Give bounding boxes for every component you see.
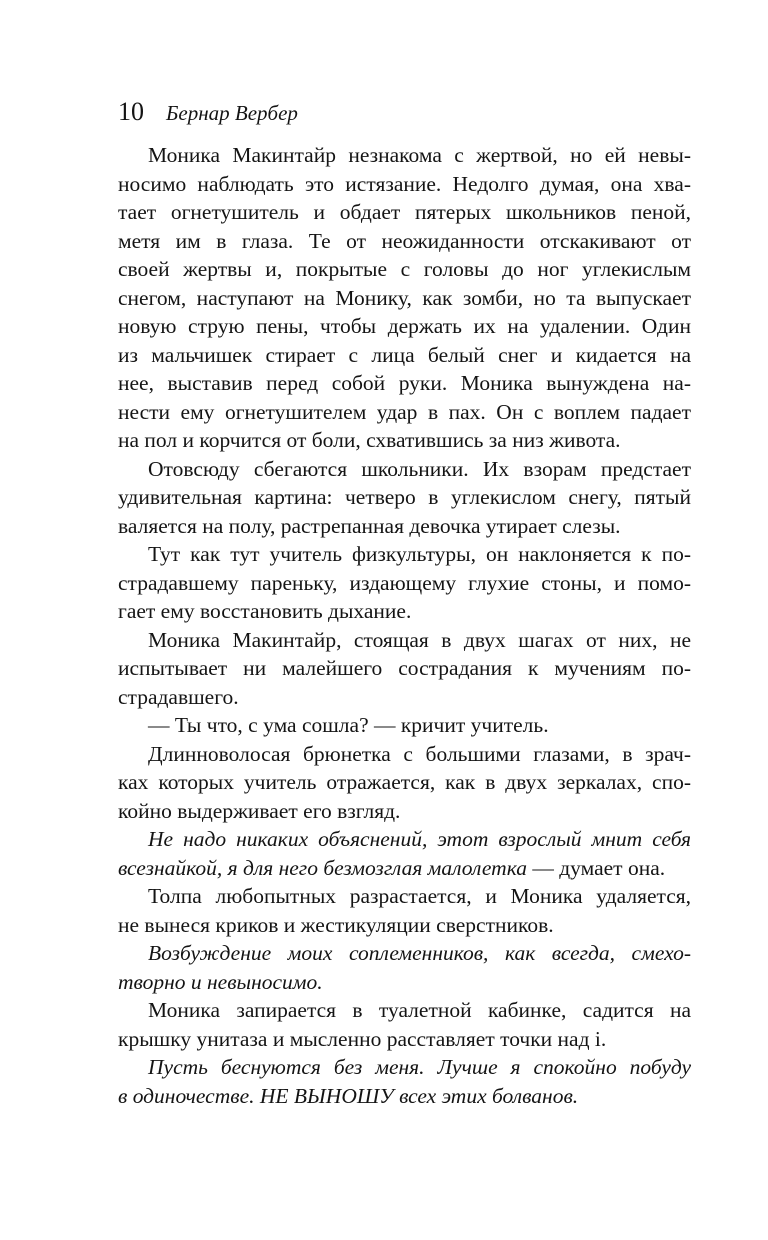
text-line: валяется на полу, растрепанная девочка утирает слезы. (118, 513, 621, 538)
text-line-mixed (118, 854, 691, 883)
text-line: Длинноволосая брюнетка с большими глазами, в зрач- (148, 741, 691, 766)
text-line: нее, выставив перед собой руки. Моника вынуждена на- (118, 371, 691, 395)
text-line: не вынеся криков и жестикуляции сверстников. (118, 912, 554, 937)
text-line: Тут как тут учитель физкультуры, он наклоняется к по- (148, 542, 691, 566)
text-line: новую струю пены, чтобы держать их на удалении. Один (118, 314, 691, 338)
text-line: из мальчишек стирает с лица белый снег и кидается на (118, 342, 691, 367)
text-line-italic: творно и невыносимо. (118, 969, 323, 994)
text-line: страдавшего. (118, 684, 239, 709)
text-line-italic: в одиночестве. НЕ ВЫНОШУ всех этих болванов. (118, 1083, 579, 1108)
text-line: койно выдерживает его взгляд. (118, 798, 401, 823)
text-line: Моника Макинтайр, стоящая в двух шагах от них, не (148, 627, 691, 652)
text-line: Моника запирается в туалетной кабинке, садится на (148, 998, 691, 1022)
text-line: носимо наблюдать это истязание. Недолго думая, она хва- (118, 171, 691, 196)
text-line: Толпа любопытных разрастается, и Моника удаляется, (148, 884, 691, 908)
text-line: гает ему восстановить дыхание. (118, 599, 412, 623)
text-line: испытывает ни малейшего сострадания к мучениям по- (118, 656, 691, 680)
plain-fragment: — думает она. (526, 855, 666, 880)
text-line: снегом, наступают на Монику, как зомби, но та выпускает (118, 285, 691, 310)
text-line: тает огнетушитель и обдает пятерых школьников пеной, (118, 200, 691, 224)
text-line: на пол и корчится от боли, схватившись за низ живота. (118, 428, 621, 452)
text-line: своей жертвы и, покрытые с головы до ног углекислым (118, 257, 691, 281)
italic-fragment: всезнайкой, я для него безмозглая малолетка (118, 855, 527, 880)
text-line: Отовсюду сбегаются школьники. Их взорам предстает (148, 456, 691, 481)
text-line-italic: Возбуждение моих соплеменников, как всегда, смехо- (148, 941, 691, 965)
text-line: Моника Макинтайр незнакома с жертвой, но ей невы- (148, 143, 691, 167)
text-line-italic: Пусть беснуются без меня. Лучше я спокойно побуду (148, 1055, 691, 1079)
text-line: удивительная картина: четверо в углекислом снегу, пятый (118, 485, 691, 509)
text-line: — Ты что, с ума сошла? — кричит учитель. (148, 713, 549, 737)
page-header (118, 95, 298, 129)
text-line: страдавшему пареньку, издающему глухие стоны, и помо- (118, 570, 691, 595)
text-line: нести ему огнетушителем удар в пах. Он с воплем падает (118, 399, 691, 424)
text-line: ках которых учитель отражается, как в двух зеркалах, спо- (118, 770, 691, 794)
text-line-italic: Не надо никаких объяснений, этот взрослый мнит себя (148, 827, 691, 851)
page-number: 10 (118, 97, 144, 126)
text-line: крышку унитаза и мысленно расставляет точки над i. (118, 1026, 607, 1051)
body-text (118, 141, 691, 1110)
running-head-author: Бернар Вербер (166, 101, 298, 125)
text-line: метя им в глаза. Те от неожиданности отскакивают от (118, 228, 691, 253)
